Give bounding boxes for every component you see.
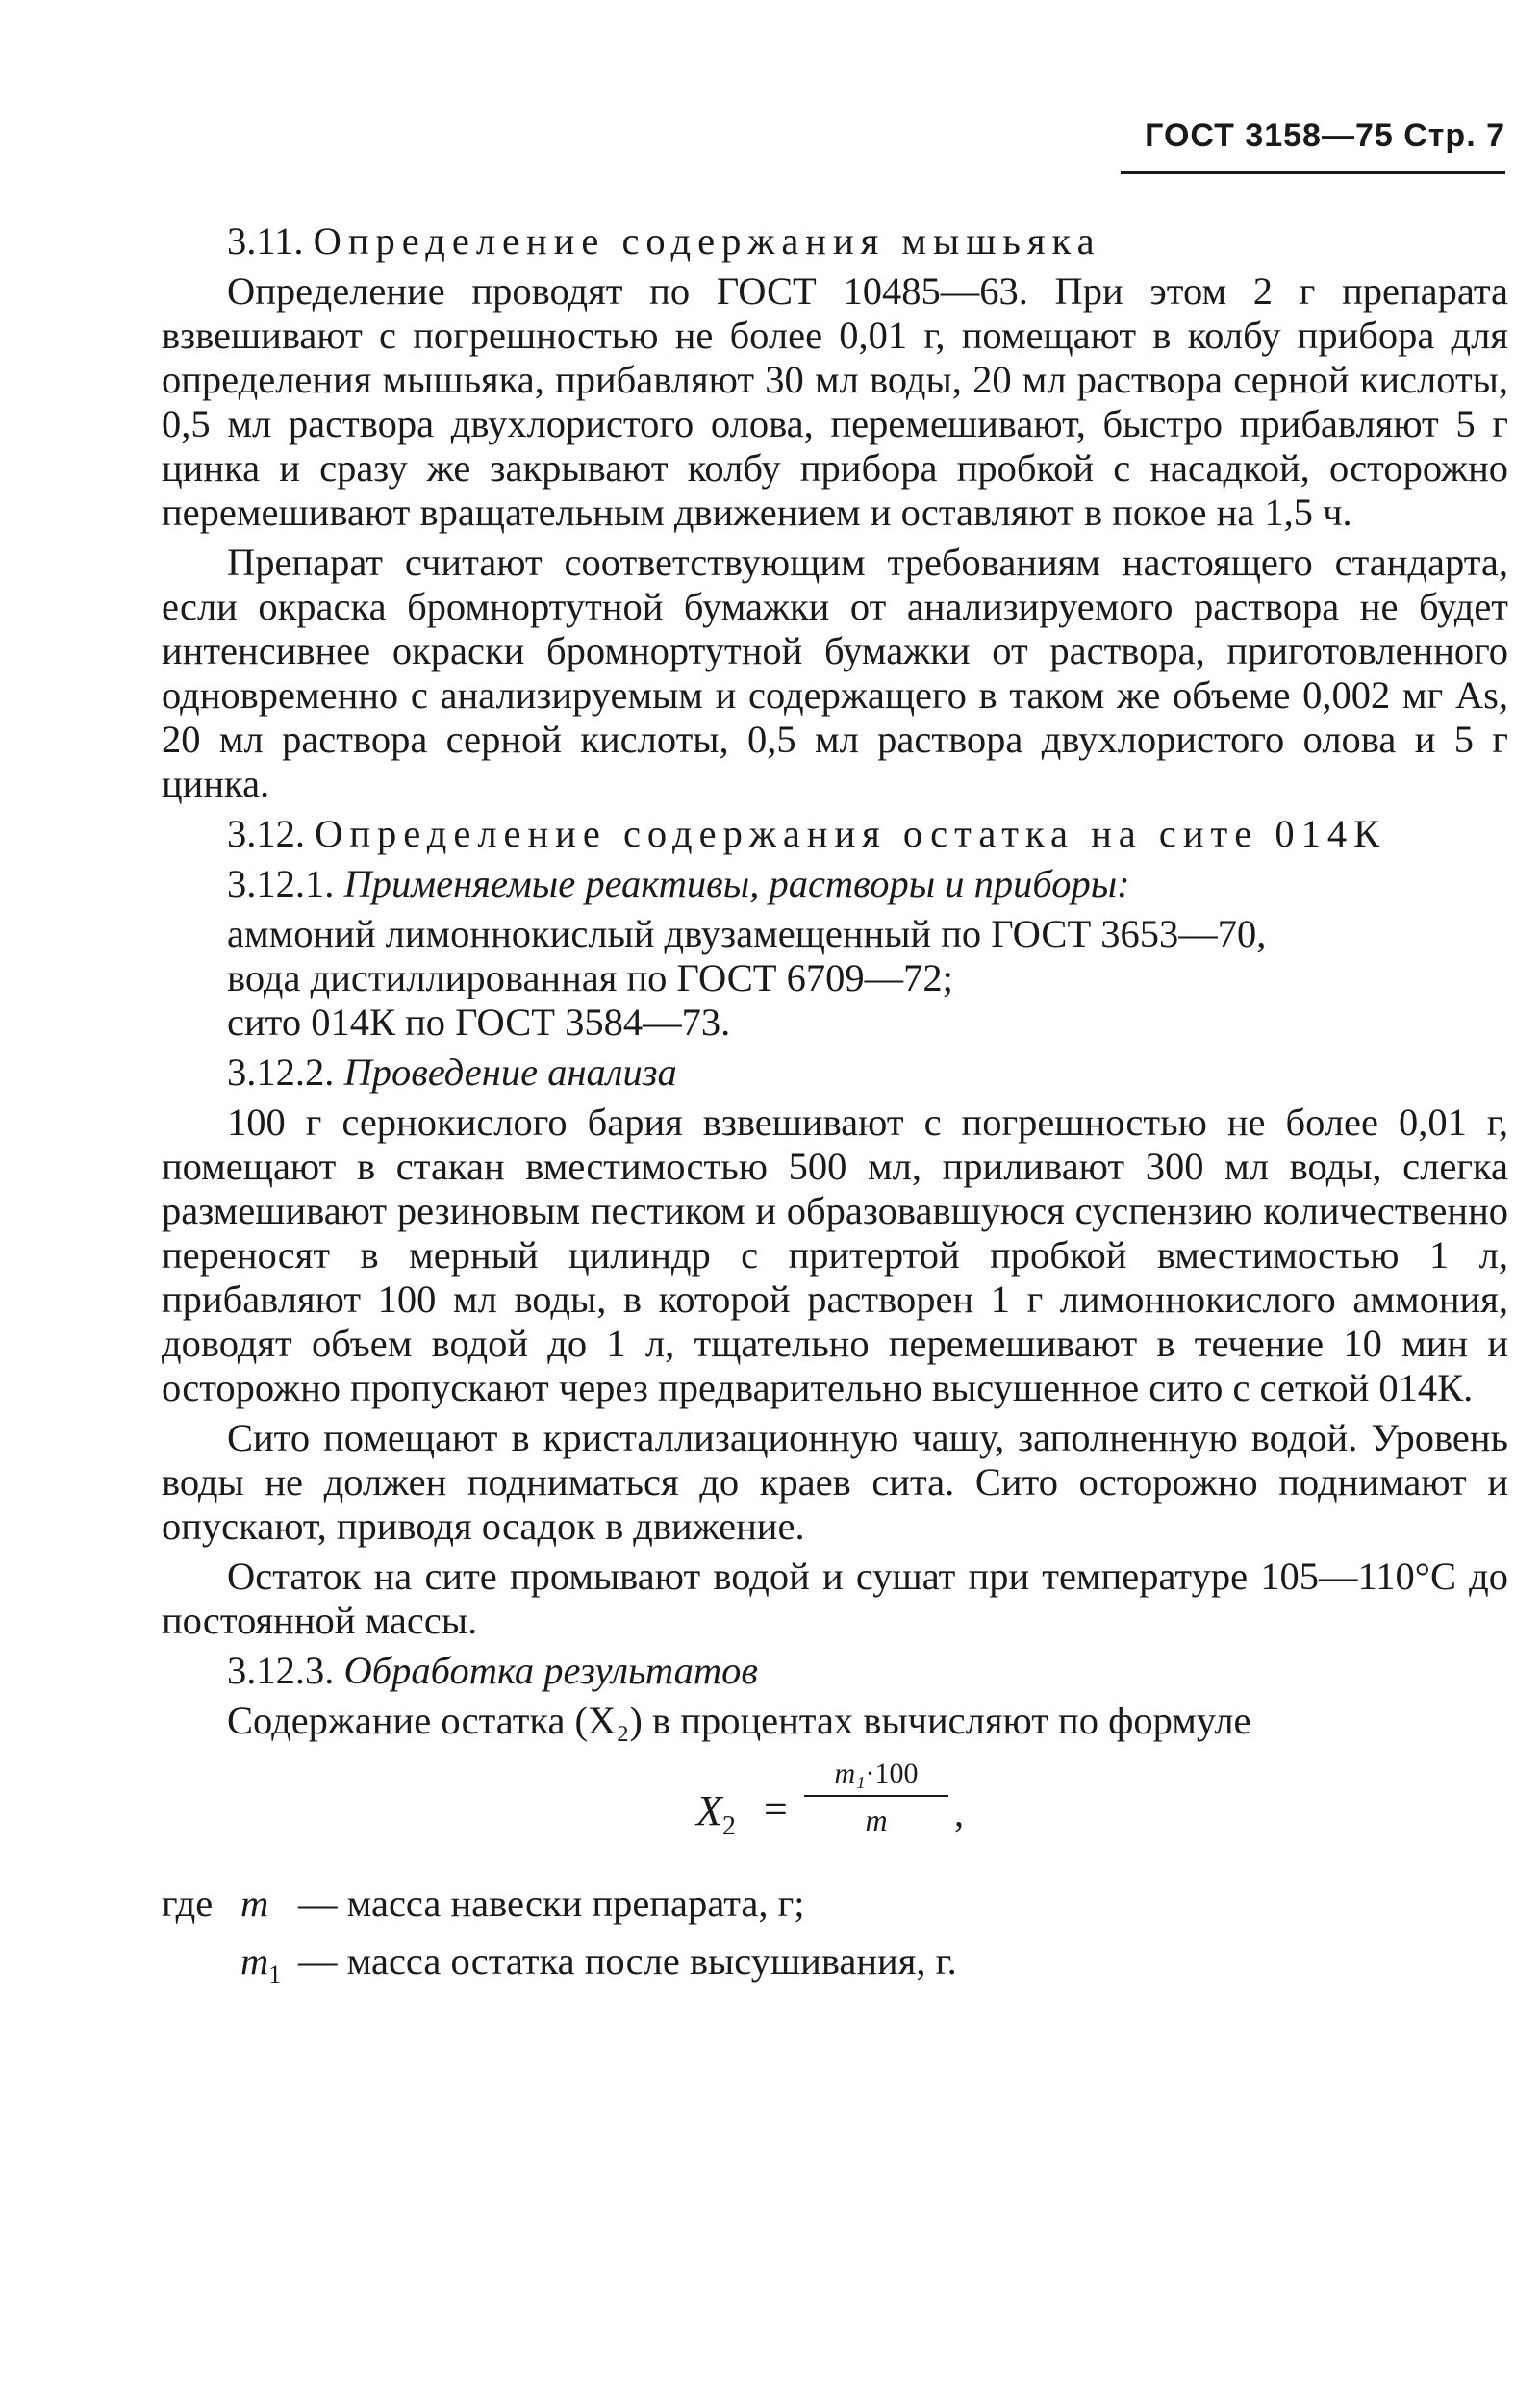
paragraph: Остаток на сите промывают водой и сушат при температуре 105—110°С до постоянной массы. (162, 1555, 1508, 1642)
section-title: Применяемые реактивы, растворы и приборы: (343, 862, 1130, 905)
header-rule (1121, 171, 1505, 174)
formula-fraction (804, 1757, 948, 1837)
section-number: 3.11. (227, 219, 304, 263)
formula-comma: , (954, 1791, 964, 1834)
subsection-3-12-1-heading (162, 862, 1508, 906)
section-number: 3.12.2. (227, 1050, 335, 1094)
definition-row (162, 1882, 1508, 1939)
definition-row (162, 1939, 1508, 1997)
section-title: Проведение анализа (343, 1050, 677, 1094)
formula-denominator: m (865, 1803, 888, 1837)
paragraph: Препарат считают соответствующим требованиям настоящего стандарта, если окраска бромнортутной бумажки от анализируемого раствора не будет интенсивнее окраски бромнортутной бумажки от раствора, приготовленного одновременно с анализируемым и содержащего в таком же объеме 0,002 мг As, 20 мл раствора серной кислоты, 0,5 мл раствора двухлористого олова и 5 г цинка. (162, 541, 1508, 805)
paragraph: Содержание остатка (X₂) в процентах вычисляют по формуле (227, 1699, 1251, 1742)
where-label: где (162, 1882, 214, 1925)
formula-lhs: $X_2$ (696, 1787, 736, 1841)
section-3-11-heading (162, 219, 1508, 264)
section-title: Обработка результатов (343, 1649, 758, 1692)
section-number: 3.12.1. (227, 862, 335, 905)
fraction-bar (804, 1795, 948, 1797)
list-item: аммоний лимоннокислый двузамещенный по ГОСТ 3653—70, (227, 912, 1267, 955)
formula (162, 1757, 1508, 1872)
variable-description: — масса навески препарата, г; (298, 1882, 805, 1925)
section-number: 3.12.3. (227, 1649, 335, 1692)
paragraph: Определение проводят по ГОСТ 10485—63. При этом 2 г препарата взвешивают с погрешностью не более 0,01 г, помещают в колбу прибора для определения мышьяка, прибавляют 30 мл воды, 20 мл раствора серной кислоты, 0,5 мл раствора двухлористого олова, перемешивают, быстро прибавляют 5 г цинка и сразу же закрывают колбу прибора пробкой с насадкой, осторожно перемешивают вращательным движением и оставляют в покое на 1,5 ч. (162, 269, 1508, 534)
page-header: ГОСТ 3158—75 Стр. 7 (1145, 117, 1505, 154)
variable-description: — масса остатка после высушивания, г. (298, 1939, 957, 1984)
list-item: сито 014К по ГОСТ 3584—73. (227, 1000, 731, 1044)
paragraph: 100 г сернокислого бария взвешивают с погрешностью не более 0,01 г, помещают в стакан вместимостью 500 мл, приливают 300 мл воды, слегка размешивают резиновым пестиком и образовавшуюся суспензию количественно переносят в мерный цилиндр с притертой пробкой вместимостью 1 л, прибавляют 100 мл воды, в которой растворен 1 г лимоннокислого аммония, доводят объем водой до 1 л, тщательно перемешивают в течение 10 мин и осторожно пропускают через предварительно высушенное сито с сеткой 014К. (162, 1100, 1508, 1409)
subsection-3-12-2-heading (162, 1050, 1508, 1095)
section-title: Определение содержания остатка на сите 014К (315, 812, 1387, 855)
subsection-3-12-3-heading (162, 1649, 1508, 1693)
variable-symbol: m (240, 1882, 269, 1925)
variable-definitions (162, 1882, 1508, 1997)
list-item: вода дистиллированная по ГОСТ 6709—72; (227, 956, 953, 999)
section-3-12-heading (162, 812, 1508, 856)
variable-symbol: $m_1$ (240, 1939, 282, 1989)
section-number: 3.12. (227, 812, 305, 855)
section-title: Определение содержания мышьяка (313, 219, 1101, 263)
document-body (162, 219, 1508, 1997)
reagents-list (162, 912, 1508, 1045)
paragraph: Сито помещают в кристаллизационную чашу, заполненную водой. Уровень воды не должен подниматься до краев сита. Сито осторожно поднимают и опускают, приводя осадок в движение. (162, 1416, 1508, 1548)
formula-numerator: m₁·100 (834, 1758, 919, 1789)
formula-equals: = (764, 1785, 788, 1833)
